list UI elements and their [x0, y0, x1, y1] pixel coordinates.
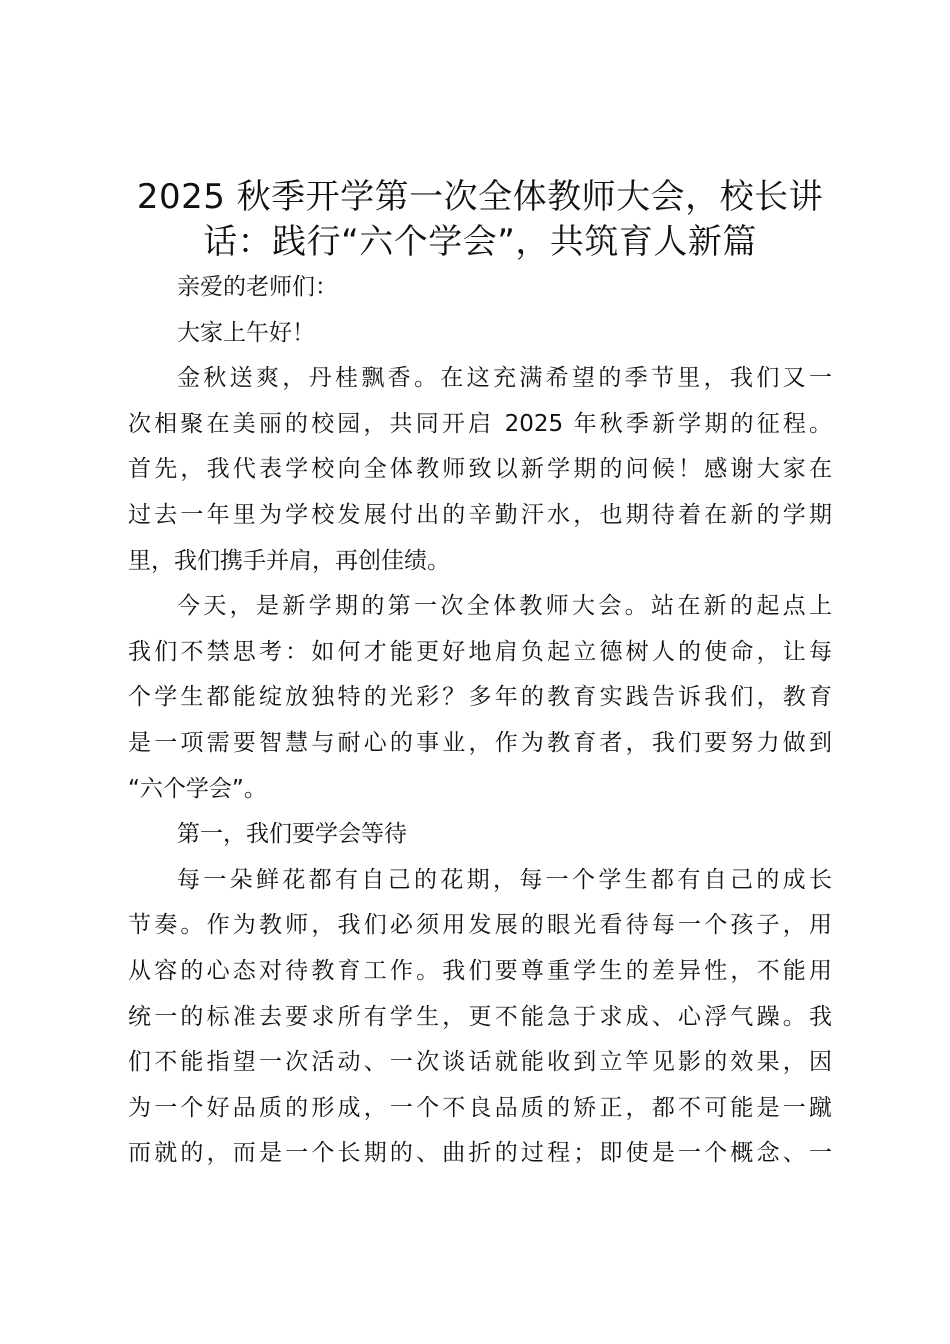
body-line: “六个学会”。 — [128, 775, 267, 802]
body-line: 里，我们携手并肩，再创佳绩。 — [128, 547, 450, 574]
body-line: 从容的心态对待教育工作。我们要尊重学生的差异性，不能用 — [128, 957, 832, 984]
body-line: 今天，是新学期的第一次全体教师大会。站在新的起点上 — [177, 593, 832, 620]
document-page — [128, 175, 832, 1177]
body-line: 我们不禁思考：如何才能更好地肩负起立德树人的使命，让每 — [128, 638, 832, 665]
body-line: 首先，我代表学校向全体教师致以新学期的问候！感谢大家在 — [128, 456, 832, 483]
body-line: 每一朵鲜花都有自己的花期，每一个学生都有自己的成长 — [177, 866, 832, 893]
body-line: 统一的标准去要求所有学生，更不能急于求成、心浮气躁。我 — [128, 1003, 832, 1030]
body-line: 金秋送爽，丹桂飘香。在这充满希望的季节里，我们又一 — [177, 365, 832, 392]
title-line: 话：践行“六个学会”，共筑育人新篇 — [203, 222, 757, 262]
title-line: 2025 秋季开学第一次全体教师大会，校长讲 — [136, 177, 824, 217]
document-title — [128, 175, 832, 265]
body-line: 们不能指望一次活动、一次谈话就能收到立竿见影的效果，因 — [128, 1049, 832, 1076]
body-line: 而就的，而是一个长期的、曲折的过程；即使是一个概念、一 — [128, 1140, 832, 1167]
body-line: 过去一年里为学校发展付出的辛勤汗水，也期待着在新的学期 — [128, 501, 832, 528]
body-line: 节奏。作为教师，我们必须用发展的眼光看待每一个孩子，用 — [128, 912, 832, 939]
body-line: 为一个好品质的形成，一个不良品质的矫正，都不可能是一蹴 — [128, 1094, 832, 1121]
body-line: 是一项需要智慧与耐心的事业，作为教育者，我们要努力做到 — [128, 729, 832, 756]
body-line: 个学生都能绽放独特的光彩？多年的教育实践告诉我们，教育 — [128, 684, 832, 711]
greeting: 大家上午好！ — [177, 319, 315, 346]
body-line: 次相聚在美丽的校园，共同开启 2025 年秋季新学期的征程。 — [128, 410, 832, 437]
section-heading: 第一，我们要学会等待 — [177, 821, 407, 848]
salutation: 亲爱的老师们： — [177, 274, 338, 300]
